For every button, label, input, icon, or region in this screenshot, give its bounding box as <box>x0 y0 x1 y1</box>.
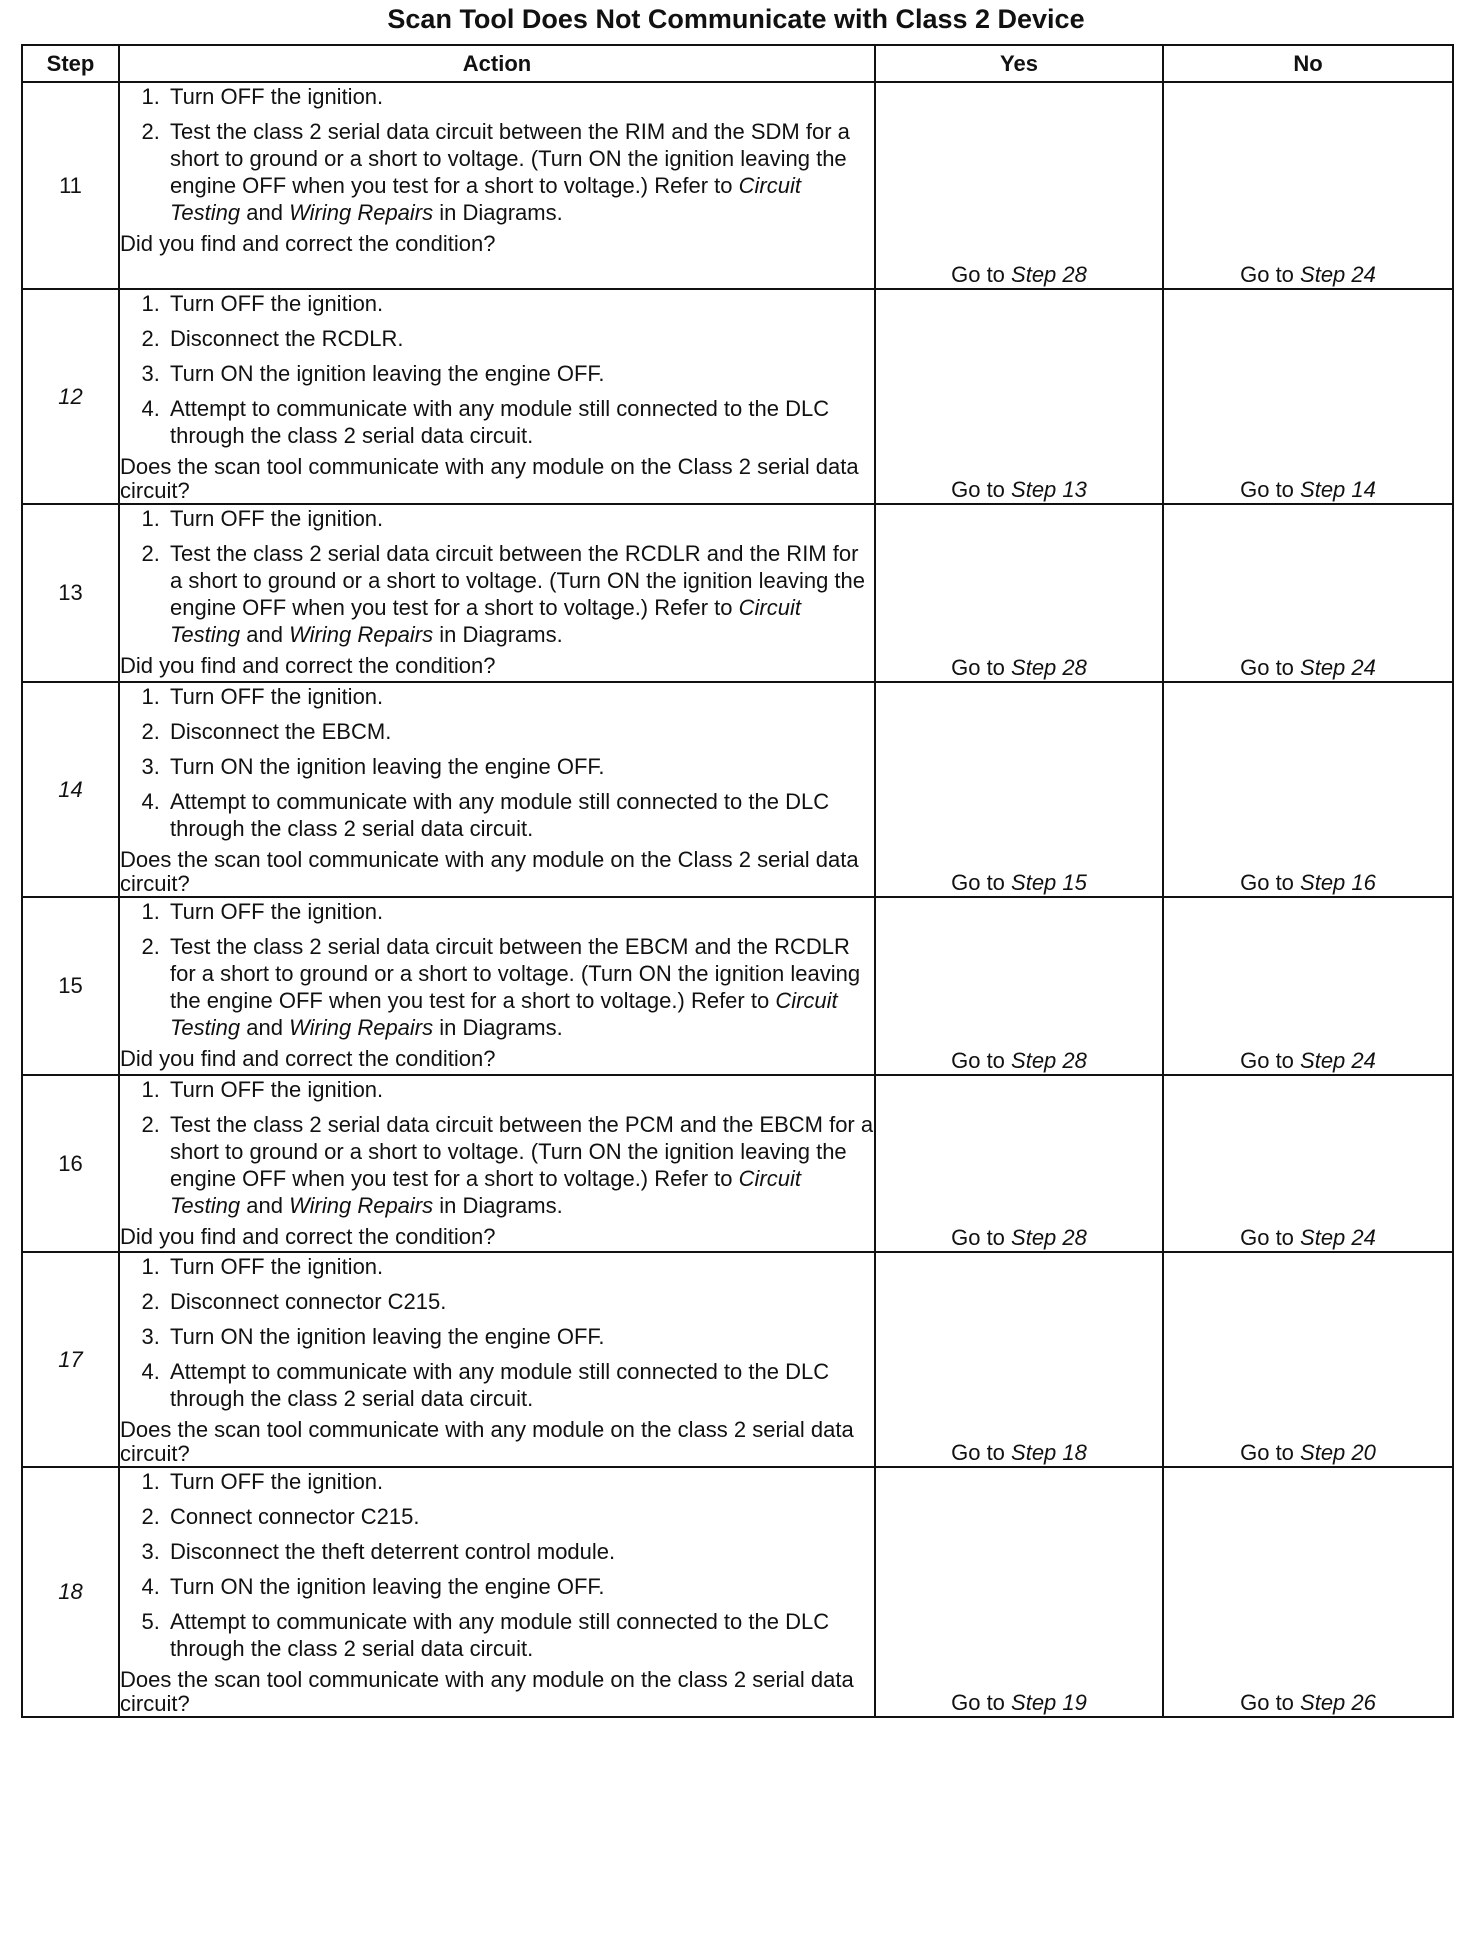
yes-target-step: Step 28 <box>1011 655 1087 680</box>
action-question: Does the scan tool communicate with any module on the class 2 serial data circuit? <box>120 1667 854 1716</box>
no-target-step: Step 26 <box>1300 1690 1376 1715</box>
reference-link-text: Circuit Testing <box>170 173 801 225</box>
action-step-item <box>166 753 874 780</box>
action-text: Turn OFF the ignition. <box>170 1254 384 1279</box>
action-step-item <box>166 1111 874 1219</box>
action-text: Turn ON the ignition leaving the engine OFF. <box>170 1324 605 1349</box>
action-text: Test the class 2 serial data circuit between the RCDLR and the RIM for a short to ground or a short to voltage. (Turn ON the ignition leaving the engine OFF when you test for a short to voltage.) Refer to <box>170 541 866 620</box>
action-step-item <box>166 540 874 648</box>
reference-link-text: Circuit Testing <box>170 1166 801 1218</box>
action-text: Disconnect the theft deterrent control module. <box>170 1539 616 1564</box>
action-step-item <box>166 290 874 317</box>
no-prefix: Go to <box>1240 870 1301 895</box>
action-step-item <box>166 1468 874 1495</box>
reference-link-text: Wiring Repairs <box>289 622 434 647</box>
action-text: and <box>240 1193 290 1218</box>
no-result <box>1163 504 1453 682</box>
no-target-step: Step 16 <box>1300 870 1376 895</box>
action-step-item <box>166 1358 874 1412</box>
no-target-step: Step 24 <box>1300 655 1376 680</box>
step-number: 17 <box>22 1252 119 1467</box>
action-text: in Diagrams. <box>433 200 563 225</box>
action-steps <box>120 683 874 842</box>
action-text: Test the class 2 serial data circuit between the EBCM and the RCDLR for a short to ground or a short to voltage. (Turn ON the ignition leaving the engine OFF when you test for a short to voltage.) Refer to <box>170 934 861 1013</box>
step-number: 18 <box>22 1467 119 1717</box>
action-text: in Diagrams. <box>433 1193 563 1218</box>
no-result <box>1163 897 1453 1075</box>
no-target-step: Step 24 <box>1300 262 1376 287</box>
action-text: Turn ON the ignition leaving the engine OFF. <box>170 1574 605 1599</box>
table-header-row <box>22 45 1453 82</box>
no-result <box>1163 682 1453 897</box>
action-step-item <box>166 683 874 710</box>
action-text: Turn OFF the ignition. <box>170 506 384 531</box>
step-number: 15 <box>22 897 119 1075</box>
no-result <box>1163 289 1453 504</box>
action-step-item <box>166 1323 874 1350</box>
action-step-item <box>166 1076 874 1103</box>
action-step-item <box>166 1288 874 1315</box>
yes-result <box>875 82 1163 289</box>
action-steps <box>120 290 874 449</box>
yes-result <box>875 897 1163 1075</box>
action-step-item <box>166 325 874 352</box>
table-row <box>22 682 1453 897</box>
action-question: Did you find and correct the condition? <box>120 231 496 256</box>
no-prefix: Go to <box>1240 1440 1301 1465</box>
action-text: Connect connector C215. <box>170 1504 420 1529</box>
action-text: and <box>240 1015 290 1040</box>
action-text: Test the class 2 serial data circuit between the PCM and the EBCM for a short to ground or a short to voltage. (Turn ON the ignition leaving the engine OFF when you test for a short to voltage.) Refer to <box>170 1112 874 1191</box>
action-step-item <box>166 118 874 226</box>
action-text: in Diagrams. <box>433 622 563 647</box>
action-step-item <box>166 1538 874 1565</box>
action-cell <box>119 504 875 682</box>
header-yes: Yes <box>875 45 1163 82</box>
action-text: Turn ON the ignition leaving the engine OFF. <box>170 754 605 779</box>
step-number: 11 <box>22 82 119 289</box>
action-text: Test the class 2 serial data circuit between the RIM and the SDM for a short to ground or a short to voltage. (Turn ON the ignition leaving the engine OFF when you test for a short to voltage.) Refer to <box>170 119 850 198</box>
yes-prefix: Go to <box>951 262 1012 287</box>
step-number: 13 <box>22 504 119 682</box>
action-step-item <box>166 395 874 449</box>
action-step-item <box>166 718 874 745</box>
action-step-item <box>166 933 874 1041</box>
step-number: 12 <box>22 289 119 504</box>
yes-result <box>875 1252 1163 1467</box>
action-steps <box>120 1253 874 1412</box>
no-result <box>1163 1467 1453 1717</box>
action-step-item <box>166 360 874 387</box>
yes-prefix: Go to <box>951 655 1012 680</box>
reference-link-text: Circuit Testing <box>170 595 801 647</box>
table-row <box>22 897 1453 1075</box>
yes-result <box>875 289 1163 504</box>
table-row <box>22 289 1453 504</box>
no-prefix: Go to <box>1240 1225 1301 1250</box>
no-target-step: Step 14 <box>1300 477 1376 502</box>
action-text: Attempt to communicate with any module still connected to the DLC through the class 2 serial data circuit. <box>170 1359 830 1411</box>
diagnostic-table <box>21 44 1454 1718</box>
reference-link-text: Circuit Testing <box>170 988 838 1040</box>
header-step: Step <box>22 45 119 82</box>
no-prefix: Go to <box>1240 655 1301 680</box>
action-text: in Diagrams. <box>433 1015 563 1040</box>
action-step-item <box>166 1253 874 1280</box>
action-text: Attempt to communicate with any module still connected to the DLC through the class 2 serial data circuit. <box>170 789 830 841</box>
reference-link-text: Wiring Repairs <box>289 1193 434 1218</box>
yes-prefix: Go to <box>951 1690 1012 1715</box>
action-step-item <box>166 898 874 925</box>
yes-prefix: Go to <box>951 1225 1012 1250</box>
action-step-item <box>166 1608 874 1662</box>
table-body <box>22 82 1453 1717</box>
no-result <box>1163 1252 1453 1467</box>
action-text: Disconnect the EBCM. <box>170 719 392 744</box>
reference-link-text: Wiring Repairs <box>289 200 434 225</box>
action-step-item <box>166 505 874 532</box>
action-steps <box>120 1076 874 1219</box>
action-cell <box>119 1252 875 1467</box>
action-text: Disconnect the RCDLR. <box>170 326 404 351</box>
action-step-item <box>166 1573 874 1600</box>
action-question: Does the scan tool communicate with any module on the Class 2 serial data circuit? <box>120 847 859 896</box>
action-text: and <box>240 200 290 225</box>
action-text: Turn OFF the ignition. <box>170 1469 384 1494</box>
action-step-item <box>166 83 874 110</box>
action-cell <box>119 682 875 897</box>
action-text: Turn OFF the ignition. <box>170 899 384 924</box>
yes-target-step: Step 28 <box>1011 1225 1087 1250</box>
no-target-step: Step 24 <box>1300 1225 1376 1250</box>
action-text: Attempt to communicate with any module still connected to the DLC through the class 2 serial data circuit. <box>170 1609 830 1661</box>
action-text: Turn OFF the ignition. <box>170 291 384 316</box>
step-number: 14 <box>22 682 119 897</box>
no-target-step: Step 24 <box>1300 1048 1376 1073</box>
no-prefix: Go to <box>1240 477 1301 502</box>
page-title: Scan Tool Does Not Communicate with Class 2 Device <box>387 4 1085 34</box>
action-text: Attempt to communicate with any module still connected to the DLC through the class 2 serial data circuit. <box>170 396 830 448</box>
action-steps <box>120 83 874 226</box>
action-step-item <box>166 1503 874 1530</box>
yes-target-step: Step 28 <box>1011 262 1087 287</box>
action-steps <box>120 898 874 1041</box>
action-cell <box>119 897 875 1075</box>
table-row <box>22 1075 1453 1252</box>
action-question: Did you find and correct the condition? <box>120 1046 496 1071</box>
action-text: Disconnect connector C215. <box>170 1289 447 1314</box>
table-row <box>22 1252 1453 1467</box>
yes-result <box>875 504 1163 682</box>
action-text: Turn OFF the ignition. <box>170 1077 384 1102</box>
action-text: Turn ON the ignition leaving the engine OFF. <box>170 361 605 386</box>
no-target-step: Step 20 <box>1300 1440 1376 1465</box>
yes-result <box>875 682 1163 897</box>
yes-prefix: Go to <box>951 1440 1012 1465</box>
action-cell <box>119 1075 875 1252</box>
no-result <box>1163 1075 1453 1252</box>
yes-prefix: Go to <box>951 1048 1012 1073</box>
action-question: Did you find and correct the condition? <box>120 1224 496 1249</box>
table-row <box>22 1467 1453 1717</box>
table-row <box>22 504 1453 682</box>
action-text: Turn OFF the ignition. <box>170 84 384 109</box>
no-prefix: Go to <box>1240 1048 1301 1073</box>
yes-target-step: Step 28 <box>1011 1048 1087 1073</box>
action-question: Did you find and correct the condition? <box>120 653 496 678</box>
header-no: No <box>1163 45 1453 82</box>
yes-target-step: Step 15 <box>1011 870 1087 895</box>
no-prefix: Go to <box>1240 1690 1301 1715</box>
action-question: Does the scan tool communicate with any module on the Class 2 serial data circuit? <box>120 454 859 503</box>
yes-target-step: Step 18 <box>1011 1440 1087 1465</box>
action-text: Turn OFF the ignition. <box>170 684 384 709</box>
yes-target-step: Step 13 <box>1011 477 1087 502</box>
yes-target-step: Step 19 <box>1011 1690 1087 1715</box>
yes-prefix: Go to <box>951 477 1012 502</box>
yes-result <box>875 1467 1163 1717</box>
yes-result <box>875 1075 1163 1252</box>
yes-prefix: Go to <box>951 870 1012 895</box>
step-number: 16 <box>22 1075 119 1252</box>
table-row <box>22 82 1453 289</box>
no-prefix: Go to <box>1240 262 1301 287</box>
no-result <box>1163 82 1453 289</box>
action-steps <box>120 1468 874 1662</box>
action-steps <box>120 505 874 648</box>
action-question: Does the scan tool communicate with any module on the class 2 serial data circuit? <box>120 1417 854 1466</box>
action-cell <box>119 1467 875 1717</box>
action-cell <box>119 82 875 289</box>
header-action: Action <box>119 45 875 82</box>
action-step-item <box>166 788 874 842</box>
action-cell <box>119 289 875 504</box>
reference-link-text: Wiring Repairs <box>289 1015 434 1040</box>
action-text: and <box>240 622 290 647</box>
